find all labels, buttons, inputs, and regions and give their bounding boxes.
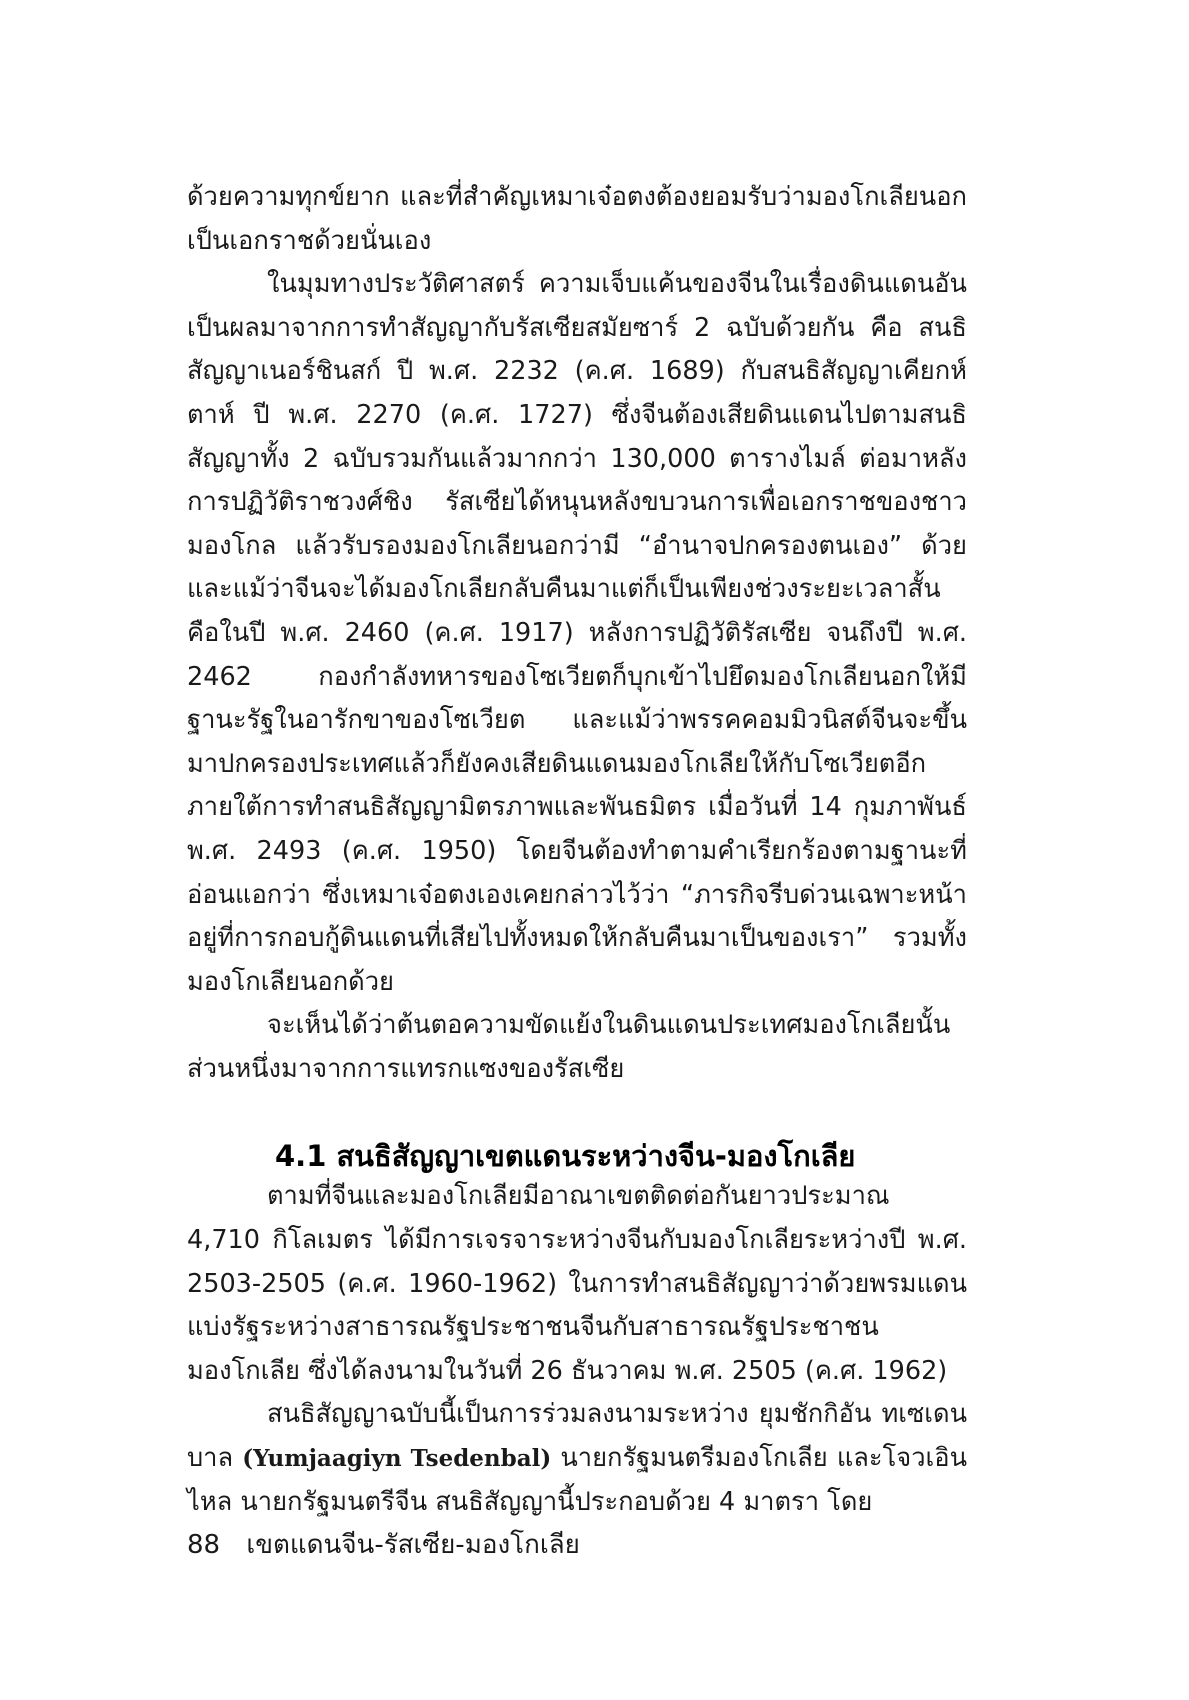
- section-heading: 4.1 สนธิสัญญาเขตแดนระหว่างจีน-มองโกเลีย: [275, 1139, 856, 1174]
- paragraph-history: ในมุมทางประวัติศาสตร์ ความเจ็บแค้นของจีนในเรื่องดินแดนอันเป็นผลมาจากการทำสัญญากับรัสเซียสมัยซาร์ 2 ฉบับด้วยกัน คือ สนธิสัญญาเนอร์ชินสก์ ปี พ.ศ. 2232 (ค.ศ. 1689) กับสนธิสัญญาเคียกห์ตาห์ ปี พ.ศ. 2270 (ค.ศ. 1727) ซึ่งจีนต้องเสียดินแดนไปตามสนธิสัญญาทั้ง 2 ฉบับรวมกันแล้วมากกว่า 130,000 ตารางไมล์ ต่อมาหลังการปฏิวัติราชวงศ์ชิง รัสเซียได้หนุนหลังขบวนการเพื่อเอกราชของชาวมองโกล แล้วรับรองมองโกเลียนอกว่ามี “อำนาจปกครองตนเอง” ด้วย และแม้ว่าจีนจะได้มองโกเลียกลับคืนมาแต่ก็เป็นเพียงช่วงระยะเวลาสั้น คือในปี พ.ศ. 2460 (ค.ศ. 1917) หลังการปฏิวัติรัสเซีย จนถึงปี พ.ศ. 2462 กองกำลังทหารของโซเวียตก็บุกเข้าไปยึดมองโกเลียนอกให้มีฐานะรัฐในอารักขาของโซเวียต และแม้ว่าพรรคคอมมิวนิสต์จีนจะขึ้นมาปกครองประเทศแล้วก็ยังคงเสียดินแดนมองโกเลียให้กับโซเวียตอีกภายใต้การทำสนธิสัญญามิตรภาพและพันธมิตร เมื่อวันที่ 14 กุมภาพันธ์ พ.ศ. 2493 (ค.ศ. 1950) โดยจีนต้องทำตามคำเรียกร้องตามฐานะที่อ่อนแอกว่า ซึ่งเหมาเจ๋อตงเองเคยกล่าวไว้ว่า “ภารกิจรีบด่วนเฉพาะหน้าอยู่ที่การกอบกู้ดินแดนที่เสียไปทั้งหมดให้กลับคืนมาเป็นของเรา” รวมทั้งมองโกเลียนอกด้วย: [187, 269, 967, 997]
- paragraph-border-length: ตามที่จีนและมองโกเลียมีอาณาเขตติดต่อกันยาวประมาณ 4,710 กิโลเมตร ได้มีการเจรจาระหว่างจีนกับมองโกเลียระหว่างปี พ.ศ. 2503-2505 (ค.ศ. 1960-1962) ในการทำสนธิสัญญาว่าด้วยพรมแดนแบ่งรัฐระหว่างสาธารณรัฐประชาชนจีนกับสาธารณรัฐประชาชนมองโกเลีย ซึ่งได้ลงนามในวันที่ 26 ธันวาคม พ.ศ. 2505 (ค.ศ. 1962): [187, 1181, 967, 1386]
- paragraph-continuation: ด้วยความทุกข์ยาก และที่สำคัญเหมาเจ๋อตงต้องยอมรับว่ามองโกเลียนอกเป็นเอกราชด้วยนั่นเอง: [187, 182, 967, 256]
- signatories-text-start: สนธิสัญญาฉบับนี้เป็นการร่วมลงนามระหว่าง ยุมชักกิอัน ทเซเดนบาล: [187, 1399, 967, 1474]
- body-text: [187, 176, 967, 1524]
- latin-name: (Yumjaagiyn Tsedenbal): [242, 1445, 552, 1473]
- page-number: 88: [187, 1530, 221, 1560]
- running-title: เขตแดนจีน-รัสเซีย-มองโกเลีย: [246, 1530, 580, 1560]
- page-footer: [187, 1528, 580, 1562]
- paragraph-signatories: [187, 1393, 967, 1524]
- signatories-text-end: นายกรัฐมนตรีมองโกเลีย และโจวเอินไหล นายกรัฐมนตรีจีน สนธิสัญญานี้ประกอบด้วย 4 มาตรา โดย: [187, 1443, 967, 1517]
- paragraph-conclusion: จะเห็นได้ว่าต้นตอความขัดแย้งในดินแดนประเทศมองโกเลียนั้นส่วนหนึ่งมาจากการแทรกแซงของรัสเซีย: [187, 1010, 951, 1084]
